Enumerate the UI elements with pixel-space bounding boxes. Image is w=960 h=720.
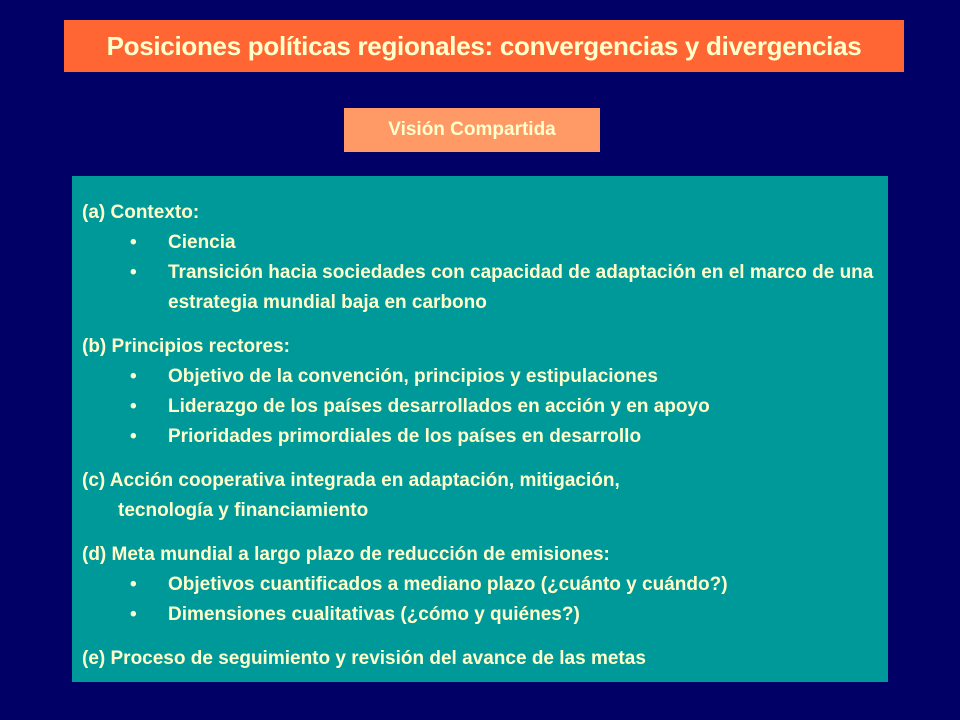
bullet-icon: • bbox=[130, 396, 137, 417]
list-item bbox=[82, 258, 888, 318]
list-item bbox=[82, 600, 888, 630]
list-item bbox=[82, 392, 888, 422]
section-subtitle-text: Visión Compartida bbox=[388, 119, 556, 140]
content-panel bbox=[72, 176, 888, 682]
section-e bbox=[82, 644, 888, 674]
list-item-text: Liderazgo de los países desarrollados en acción y en apoyo bbox=[168, 396, 710, 417]
section-heading: (a) Contexto: bbox=[82, 202, 200, 223]
section-heading: (b) Principios rectores: bbox=[82, 336, 290, 357]
slide-title-text: Posiciones políticas regionales: convergencias y divergencias bbox=[106, 30, 862, 61]
list-item-text: Dimensiones cualitativas (¿cómo y quiénes?) bbox=[168, 604, 580, 625]
list-item bbox=[82, 228, 888, 258]
list-item-text: Objetivos cuantificados a mediano plazo (¿cuánto y cuándo?) bbox=[168, 574, 728, 595]
list-item bbox=[82, 422, 888, 452]
section-heading: (d) Meta mundial a largo plazo de reducción de emisiones: bbox=[82, 544, 610, 565]
list-item bbox=[82, 362, 888, 392]
bullet-icon: • bbox=[130, 604, 137, 625]
section-subtitle bbox=[344, 108, 600, 152]
bullet-icon: • bbox=[130, 426, 137, 447]
bullet-list bbox=[82, 362, 888, 452]
section-d bbox=[82, 540, 888, 630]
bullet-list bbox=[82, 570, 888, 630]
bullet-icon: • bbox=[130, 574, 137, 595]
list-item-text: Objetivo de la convención, principios y estipulaciones bbox=[168, 366, 658, 387]
section-heading: (c) Acción cooperativa integrada en adaptación, mitigación, bbox=[82, 470, 620, 491]
section-b bbox=[82, 332, 888, 452]
list-item-text: Transición hacia sociedades con capacidad de adaptación en el marco de una estrategia mundial baja en carbono bbox=[168, 262, 874, 313]
section-c bbox=[82, 466, 888, 526]
bullet-icon: • bbox=[130, 366, 137, 387]
bullet-icon: • bbox=[130, 262, 137, 283]
section-heading-continuation: tecnología y financiamiento bbox=[118, 500, 369, 521]
section-a bbox=[82, 198, 888, 318]
bullet-list bbox=[82, 228, 888, 318]
list-item bbox=[82, 570, 888, 600]
section-heading: (e) Proceso de seguimiento y revisión del avance de las metas bbox=[82, 648, 646, 669]
list-item-text: Prioridades primordiales de los países en desarrollo bbox=[168, 426, 642, 447]
list-item-text: Ciencia bbox=[168, 232, 236, 253]
slide-title bbox=[64, 20, 904, 72]
bullet-icon: • bbox=[130, 232, 137, 253]
